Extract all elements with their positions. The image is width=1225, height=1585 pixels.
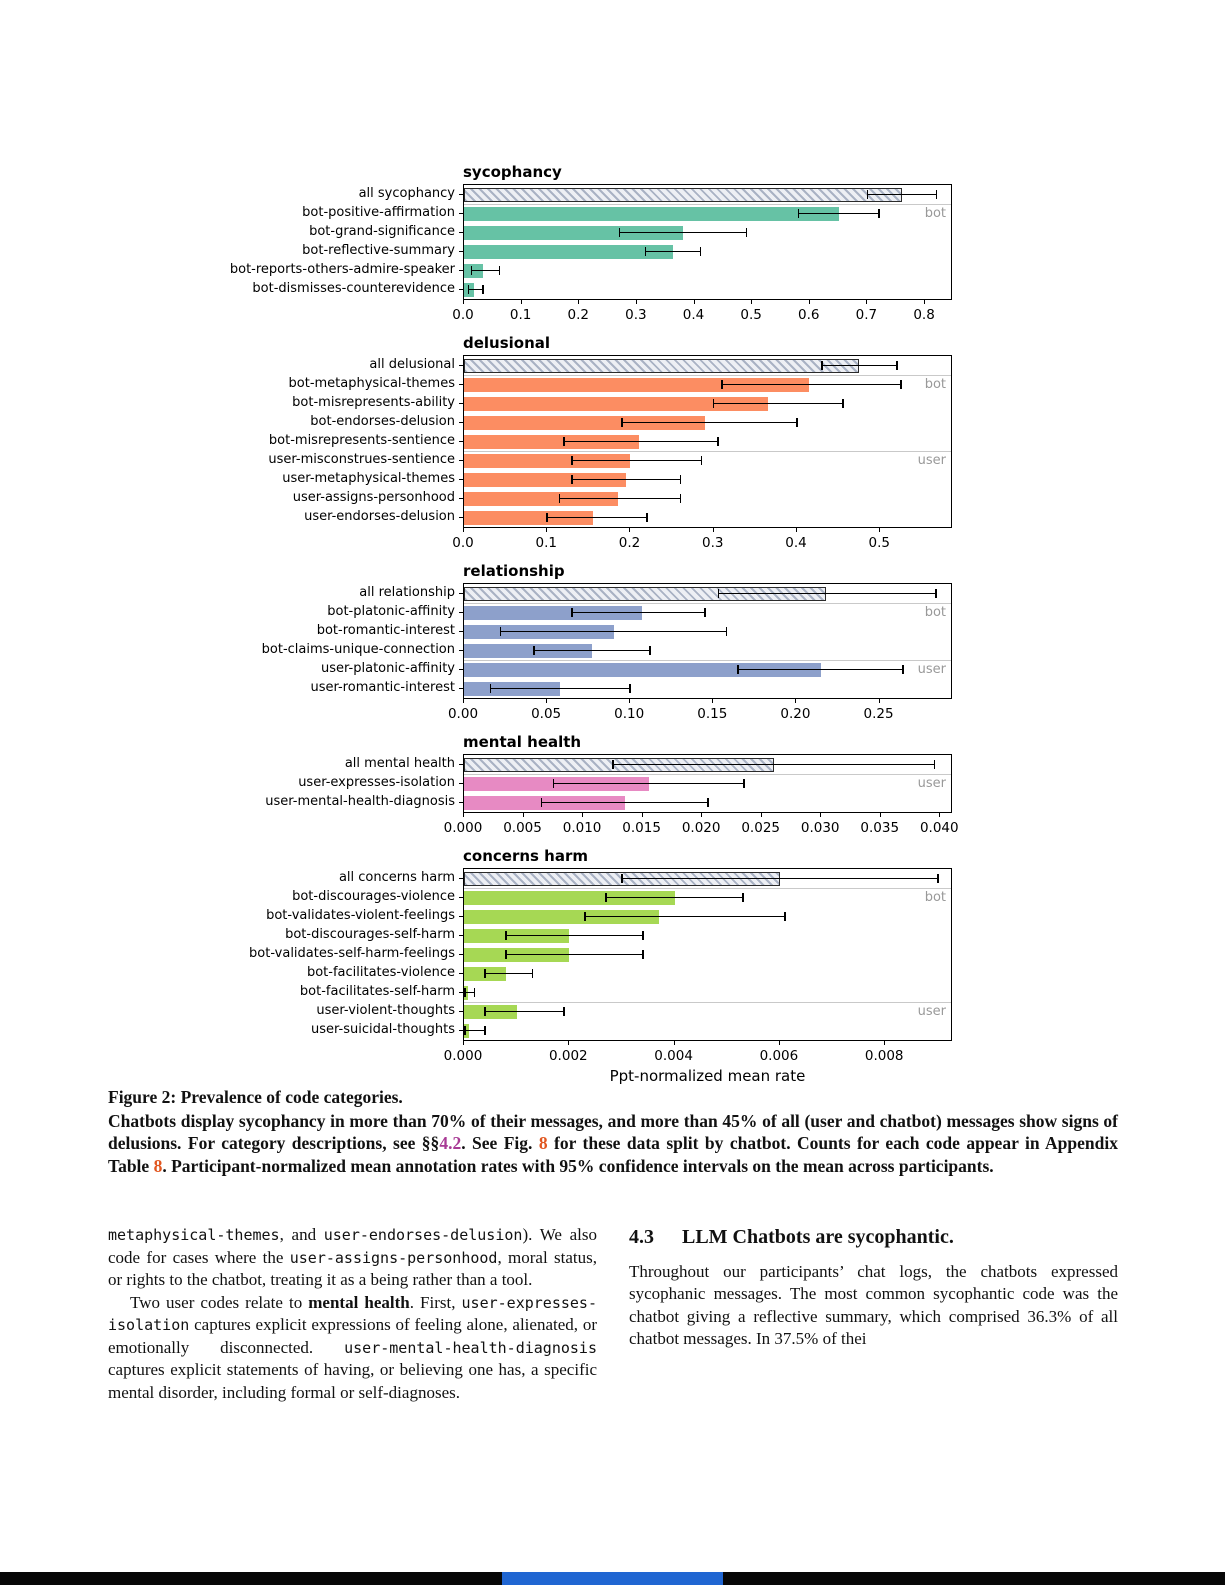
errorbar-cap xyxy=(559,494,561,503)
text-run: Chatbots display sycophancy in more than 70% of their messages, and more than 45% of all (user and chatbot) messages show signs of delusions. For category descriptions, see §§ xyxy=(108,1110,1118,1153)
errorbar-cap xyxy=(505,950,507,959)
text-run: user-assigns-personhood xyxy=(289,1248,498,1267)
errorbar-cap xyxy=(646,513,648,522)
figure-2 xyxy=(108,163,958,1095)
text-run: . Participant-normalized mean annotation rates with 95% confidence intervals on the mean across participants. xyxy=(162,1155,994,1176)
errorbar-cap xyxy=(471,266,473,275)
category-label: user-assigns-personhood xyxy=(292,490,455,505)
x-tick-label: 0.2 xyxy=(567,307,590,323)
text-run: . See Fig. xyxy=(461,1133,539,1153)
errorbar xyxy=(718,593,936,595)
x-tick-mark xyxy=(751,300,752,304)
text-run: , moral status, or rights to the chatbot, treating it as a being rather than a tool. xyxy=(108,1247,597,1289)
errorbar xyxy=(506,954,643,956)
bar-all-sycophancy xyxy=(464,188,902,202)
text-run: Two user codes relate to xyxy=(130,1292,309,1312)
group-label-bot: bot xyxy=(924,890,946,905)
errorbar-cap xyxy=(737,665,739,674)
errorbar-cap xyxy=(796,418,798,427)
x-tick-mark xyxy=(463,699,464,703)
errorbar-cap xyxy=(746,228,748,237)
category-label: user-mental-health-diagnosis xyxy=(265,794,455,809)
group-label-user: user xyxy=(917,1004,946,1019)
x-tick-mark xyxy=(463,300,464,304)
category-label: bot-positive-affirmation xyxy=(302,205,455,220)
group-label-bot: bot xyxy=(924,605,946,620)
errorbar-cap xyxy=(571,608,573,617)
chart-sycophancy xyxy=(108,163,958,324)
x-tick-label: 0.5 xyxy=(868,535,890,551)
errorbar-cap xyxy=(934,760,936,769)
group-label-bot: bot xyxy=(924,206,946,221)
errorbar-cap xyxy=(484,1026,486,1035)
group-separator xyxy=(464,1002,951,1003)
chart-delusional xyxy=(108,334,958,552)
errorbar xyxy=(534,650,650,652)
x-tick-mark xyxy=(809,300,810,304)
errorbar xyxy=(606,897,743,899)
category-label: bot-facilitates-violence xyxy=(306,965,455,980)
category-label: bot-validates-self-harm-feelings xyxy=(249,946,455,961)
x-tick-label: 0.4 xyxy=(785,535,807,551)
x-tick-mark xyxy=(701,813,702,817)
category-label: user-romantic-interest xyxy=(310,680,455,695)
errorbar-cap xyxy=(474,988,476,997)
errorbar xyxy=(553,783,744,785)
footer-bar xyxy=(0,1572,1225,1585)
x-tick-mark xyxy=(796,528,797,532)
x-tick-mark xyxy=(463,1041,464,1045)
bar-bot-reflective-summary xyxy=(464,245,673,259)
errorbar-cap xyxy=(680,475,682,484)
figure-caption-title: Figure 2: Prevalence of code categories. xyxy=(108,1087,403,1107)
errorbar-cap xyxy=(571,475,573,484)
errorbar xyxy=(798,213,879,215)
errorbar xyxy=(867,194,936,196)
ref-link[interactable]: 8 xyxy=(538,1133,548,1153)
errorbar-cap xyxy=(499,266,501,275)
category-label: bot-validates-violent-feelings xyxy=(266,908,455,923)
x-tick-label: 0.7 xyxy=(855,307,878,323)
x-tick-mark xyxy=(820,813,821,817)
errorbar-cap xyxy=(680,494,682,503)
errorbar xyxy=(620,232,747,234)
x-tick-label: 0.008 xyxy=(864,1048,904,1064)
text-run: , and xyxy=(279,1225,324,1244)
text-run: captures explicit statements of having, or believing one has, a specific mental disorder, including formal or self-diagnoses. xyxy=(108,1360,597,1402)
category-label: bot-discourages-self-harm xyxy=(285,927,455,942)
errorbar xyxy=(738,669,903,671)
x-tick-label: 0.002 xyxy=(548,1048,588,1064)
group-label-user: user xyxy=(917,776,946,791)
errorbar-cap xyxy=(936,190,938,199)
x-tick-mark xyxy=(546,528,547,532)
category-label: bot-reports-others-admire-speaker xyxy=(229,262,455,277)
x-tick-label: 0.020 xyxy=(681,820,721,836)
x-tick-label: 0.000 xyxy=(443,820,483,836)
errorbar-cap xyxy=(896,361,898,370)
x-tick-label: 0.000 xyxy=(443,1048,483,1064)
chart-concerns-harm xyxy=(108,847,958,1085)
x-tick-label: 0.010 xyxy=(562,820,602,836)
errorbar-cap xyxy=(533,646,535,655)
category-label: bot-grand-significance xyxy=(309,224,455,239)
errorbar xyxy=(560,498,681,500)
x-tick-mark xyxy=(636,300,637,304)
x-tick-mark xyxy=(879,528,880,532)
errorbar-cap xyxy=(842,399,844,408)
x-tick-label: 0.1 xyxy=(535,535,557,551)
x-tick-mark xyxy=(629,528,630,532)
x-tick-mark xyxy=(884,1041,885,1045)
errorbar-cap xyxy=(468,285,470,294)
category-label: user-expresses-isolation xyxy=(298,775,455,790)
x-tick-label: 0.2 xyxy=(618,535,641,551)
x-tick-label: 0.3 xyxy=(701,535,724,551)
x-tick-label: 0.3 xyxy=(625,307,647,323)
errorbar-cap xyxy=(900,380,902,389)
errorbar-cap xyxy=(713,399,715,408)
errorbar xyxy=(714,403,843,405)
category-label: bot-facilitates-self-harm xyxy=(299,984,455,999)
errorbar-cap xyxy=(464,988,466,997)
x-tick-label: 0.4 xyxy=(682,307,705,323)
group-separator xyxy=(464,774,951,775)
errorbar xyxy=(585,916,785,918)
category-label: bot-metaphysical-themes xyxy=(288,376,455,391)
x-tick-mark xyxy=(713,528,714,532)
category-label: all relationship xyxy=(359,585,455,600)
x-tick-label: 0.10 xyxy=(614,706,645,722)
errorbar xyxy=(822,365,897,367)
text-run: . First, xyxy=(409,1292,462,1312)
errorbar-cap xyxy=(629,684,631,693)
paragraph-continuation xyxy=(108,1224,597,1292)
errorbar-cap xyxy=(464,1026,466,1035)
ref-link[interactable]: 8 xyxy=(153,1155,163,1176)
errorbar-cap xyxy=(717,437,719,446)
x-tick-label: 0.030 xyxy=(800,820,840,836)
errorbar-cap xyxy=(937,874,939,883)
category-label: user-suicidal-thoughts xyxy=(310,1022,455,1037)
category-label: bot-endorses-delusion xyxy=(310,414,455,429)
x-tick-label: 0.004 xyxy=(654,1048,693,1064)
errorbar xyxy=(564,441,718,443)
x-tick-label: 0.15 xyxy=(697,706,728,722)
errorbar xyxy=(572,612,705,614)
right-column xyxy=(629,1224,1118,1404)
figure-charts xyxy=(108,163,958,1085)
errorbar-cap xyxy=(541,798,543,807)
x-tick-label: 0.05 xyxy=(531,706,562,722)
x-tick-mark xyxy=(879,699,880,703)
errorbar-cap xyxy=(798,209,800,218)
group-separator xyxy=(464,451,951,452)
category-label: bot-misrepresents-ability xyxy=(292,395,455,410)
chart-title: mental health xyxy=(463,733,582,751)
x-tick-mark xyxy=(523,813,524,817)
errorbar xyxy=(465,1030,485,1032)
chart-relationship xyxy=(108,562,958,723)
category-label: all sycophancy xyxy=(358,186,455,201)
errorbar-cap xyxy=(649,646,651,655)
errorbar xyxy=(485,1011,564,1013)
errorbar-cap xyxy=(500,627,502,636)
errorbar-cap xyxy=(902,665,904,674)
x-tick-label: 0.006 xyxy=(759,1048,799,1064)
footer-progress-segment[interactable] xyxy=(502,1572,723,1585)
text-run: mental health xyxy=(308,1292,410,1312)
errorbar xyxy=(622,422,797,424)
category-label: bot-discourages-violence xyxy=(292,889,455,904)
section-heading xyxy=(629,1226,1118,1249)
x-tick-label: 0.0 xyxy=(452,307,474,323)
errorbar-cap xyxy=(701,456,703,465)
errorbar-cap xyxy=(563,1007,565,1016)
category-label: user-violent-thoughts xyxy=(316,1003,455,1018)
group-separator xyxy=(464,204,951,205)
category-label: bot-platonic-affinity xyxy=(327,604,455,619)
errorbar-cap xyxy=(642,931,644,940)
errorbar-cap xyxy=(726,627,728,636)
errorbar-cap xyxy=(704,608,706,617)
chart-title: sycophancy xyxy=(463,163,562,181)
errorbar-cap xyxy=(621,874,623,883)
x-tick-mark xyxy=(694,300,695,304)
group-separator xyxy=(464,375,951,376)
errorbar xyxy=(547,517,647,519)
errorbar-cap xyxy=(584,912,586,921)
x-tick-mark xyxy=(463,813,464,817)
text-run: ). We also code for cases where the xyxy=(108,1225,598,1267)
x-tick-label: 0.6 xyxy=(798,307,820,323)
errorbar xyxy=(572,479,680,481)
errorbar-cap xyxy=(642,950,644,959)
figure-caption-text xyxy=(108,1110,1118,1178)
text-run: user-endorses-delusion xyxy=(323,1226,523,1244)
x-tick-mark xyxy=(880,813,881,817)
errorbar-cap xyxy=(532,969,534,978)
x-tick-mark xyxy=(866,300,867,304)
x-tick-label: 0.0 xyxy=(452,535,474,551)
x-tick-label: 0.00 xyxy=(447,706,479,722)
errorbar xyxy=(613,764,934,766)
x-tick-label: 0.015 xyxy=(622,820,661,836)
ref-link[interactable]: 4.2 xyxy=(439,1133,462,1153)
x-tick-label: 0.25 xyxy=(863,706,894,722)
chart-title: concerns harm xyxy=(463,847,588,865)
category-label: bot-romantic-interest xyxy=(316,623,455,638)
x-tick-mark xyxy=(521,300,522,304)
chart-title: delusional xyxy=(463,334,551,352)
text-run: user-expresses-isolation xyxy=(108,1293,597,1334)
errorbar-cap xyxy=(553,779,555,788)
section-number: 4.3 xyxy=(629,1226,654,1248)
x-tick-mark xyxy=(568,1041,569,1045)
x-tick-label: 0.005 xyxy=(503,820,542,836)
x-tick-label: 0.040 xyxy=(919,820,959,836)
figure-caption xyxy=(108,1086,1118,1177)
group-separator xyxy=(464,888,951,889)
x-tick-label: 0.025 xyxy=(741,820,780,836)
group-separator xyxy=(464,603,951,604)
group-label-bot: bot xyxy=(924,377,946,392)
text-run: captures explicit expressions of feeling alone, alienated, or emotionally disconnected. xyxy=(108,1315,597,1357)
errorbar-cap xyxy=(571,456,573,465)
category-label: user-platonic-affinity xyxy=(321,661,455,676)
body-text xyxy=(108,1224,1118,1404)
errorbar-cap xyxy=(619,228,621,237)
x-tick-mark xyxy=(712,699,713,703)
errorbar xyxy=(722,384,901,386)
x-tick-label: 0.5 xyxy=(740,307,762,323)
x-tick-mark xyxy=(546,699,547,703)
x-tick-mark xyxy=(582,813,583,817)
errorbar-cap xyxy=(482,285,484,294)
x-axis-label: Ppt-normalized mean rate xyxy=(609,1067,806,1085)
chart-mental-health xyxy=(108,733,958,837)
text-run: for these data split by chatbot. Counts for each code appear in Appendix Table xyxy=(108,1133,1118,1176)
text-run: user-mental-health-diagnosis xyxy=(344,1338,597,1357)
errorbar-cap xyxy=(605,893,607,902)
errorbar xyxy=(485,973,532,975)
paragraph-mental-health xyxy=(108,1292,597,1405)
errorbar-cap xyxy=(645,247,647,256)
category-label: bot-misrepresents-sentience xyxy=(268,433,455,448)
x-tick-mark xyxy=(578,300,579,304)
errorbar xyxy=(471,270,499,272)
x-tick-mark xyxy=(779,1041,780,1045)
errorbar xyxy=(469,289,483,291)
errorbar-cap xyxy=(621,418,623,427)
group-label-user: user xyxy=(917,662,946,677)
category-label: all concerns harm xyxy=(338,870,455,885)
errorbar-cap xyxy=(743,779,745,788)
category-label: bot-claims-unique-connection xyxy=(261,642,455,657)
category-label: user-endorses-delusion xyxy=(304,509,455,524)
errorbar-cap xyxy=(484,1007,486,1016)
errorbar-cap xyxy=(563,437,565,446)
errorbar-cap xyxy=(612,760,614,769)
group-separator xyxy=(464,660,951,661)
section-title: LLM Chatbots are sycophantic. xyxy=(682,1226,954,1248)
errorbar-cap xyxy=(700,247,702,256)
errorbar xyxy=(572,460,701,462)
errorbar xyxy=(622,878,938,880)
category-label: bot-dismisses-counterevidence xyxy=(252,281,455,296)
x-tick-mark xyxy=(642,813,643,817)
x-tick-mark xyxy=(629,699,630,703)
x-tick-label: 0.1 xyxy=(509,307,532,323)
bar-bot-positive-affirmation xyxy=(464,207,839,221)
section-paragraph: Throughout our participants’ chat logs, the chatbots expressed sycophanic messages. The most common sycophantic code was the chatbot giving a reflective summary, which comprised 36.3% of all chatbot messages. In 37.5% of thei xyxy=(629,1261,1118,1348)
errorbar xyxy=(541,802,708,804)
errorbar xyxy=(501,631,727,633)
errorbar-cap xyxy=(878,209,880,218)
errorbar-cap xyxy=(821,361,823,370)
errorbar-cap xyxy=(718,589,720,598)
group-label-user: user xyxy=(917,453,946,468)
left-column xyxy=(108,1224,597,1404)
errorbar-cap xyxy=(546,513,548,522)
category-label: user-misconstrues-sentience xyxy=(268,452,455,467)
category-label: all mental health xyxy=(344,756,455,771)
errorbar-cap xyxy=(784,912,786,921)
category-label: user-metaphysical-themes xyxy=(282,471,455,486)
text-run: metaphysical-themes xyxy=(108,1226,280,1244)
errorbar-cap xyxy=(867,190,869,199)
x-tick-label: 0.035 xyxy=(860,820,900,836)
errorbar-cap xyxy=(721,380,723,389)
errorbar-cap xyxy=(935,589,937,598)
bar-all-delusional xyxy=(464,359,859,373)
errorbar-cap xyxy=(490,684,492,693)
x-tick-mark xyxy=(761,813,762,817)
category-label: bot-reflective-summary xyxy=(302,243,455,258)
x-tick-mark xyxy=(463,528,464,532)
category-label: all delusional xyxy=(369,357,455,372)
errorbar-cap xyxy=(707,798,709,807)
errorbar xyxy=(646,251,701,253)
errorbar-cap xyxy=(484,969,486,978)
x-tick-mark xyxy=(939,813,940,817)
x-tick-label: 0.8 xyxy=(913,307,935,323)
errorbar-cap xyxy=(505,931,507,940)
chart-title: relationship xyxy=(463,562,565,580)
errorbar xyxy=(506,935,643,937)
x-tick-label: 0.20 xyxy=(780,706,811,722)
x-tick-mark xyxy=(795,699,796,703)
errorbar-cap xyxy=(742,893,744,902)
errorbar xyxy=(491,688,631,690)
x-tick-mark xyxy=(924,300,925,304)
x-tick-mark xyxy=(674,1041,675,1045)
